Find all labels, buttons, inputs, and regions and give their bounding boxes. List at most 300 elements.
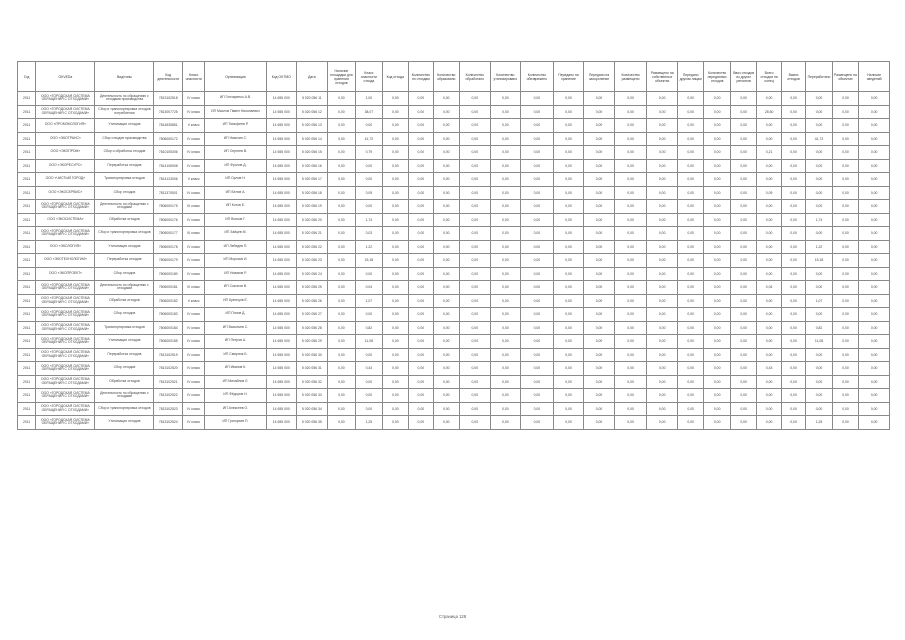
table-cell: 0,00 [647, 375, 678, 389]
table-cell: 0,00 [356, 348, 382, 362]
table-cell: IV класс [183, 240, 205, 254]
table-cell: 7806000179 [154, 254, 183, 268]
table-cell: 0,00 [433, 335, 459, 349]
table-cell: 0,00 [460, 119, 491, 133]
table-cell: 0,00 [677, 200, 703, 214]
table-cell: 0,00 [433, 159, 459, 173]
table-cell: 0,00 [490, 294, 521, 308]
table-cell: 0,00 [433, 375, 459, 389]
table-cell: ООО «ГОРОДСКАЯ СИСТЕМА ОБРАЩЕНИЯ С ОТХОДАМИ» [36, 389, 95, 403]
table-cell: 11,08 [356, 335, 382, 349]
waste-register-table [17, 61, 890, 430]
table-cell: 0,00 [409, 119, 433, 133]
table-cell: 0,00 [614, 200, 647, 214]
table-cell: ООО «ГОРОДСКАЯ СИСТЕМА ОБРАЩЕНИЯ С ОТХОДАМИ» [36, 375, 95, 389]
table-cell: 0,00 [832, 132, 858, 146]
table-cell: 0,04 [356, 281, 382, 295]
table-cell: 0,00 [460, 362, 491, 376]
table-cell: 0,00 [781, 389, 805, 403]
table-cell: 0,00 [327, 240, 356, 254]
table-cell: 0,00 [614, 213, 647, 227]
table-cell: ООО «ГОРОДСКАЯ СИСТЕМА ОБРАЩЕНИЯ С ОТХОДАМИ» [36, 200, 95, 214]
table-cell: Транспортировка отходов [95, 173, 154, 187]
table-cell: 0,00 [382, 294, 408, 308]
table-cell: 0,00 [704, 294, 730, 308]
table-cell: ИП Орлов Н. [205, 173, 266, 187]
table-cell: Деятельность по обращению с отходами производства [95, 92, 154, 106]
table-cell: 0,00 [521, 335, 554, 349]
table-cell: 0,00 [553, 119, 584, 133]
table-cell: 0,00 [382, 416, 408, 430]
table-cell: 0,00 [409, 92, 433, 106]
table-cell: 0,00 [647, 240, 678, 254]
table-cell: 0,00 [433, 254, 459, 268]
table-cell: 0,00 [647, 146, 678, 160]
table-cell: 14 655 000 [266, 321, 297, 335]
table-cell: 0,00 [584, 416, 615, 430]
table-cell: 15,18 [356, 254, 382, 268]
table-cell: ИП Зайцев М. [205, 227, 266, 241]
table-cell: 0,00 [647, 92, 678, 106]
table-cell: 0,00 [730, 416, 756, 430]
table-cell: 0,00 [521, 294, 554, 308]
table-cell: 0,00 [614, 240, 647, 254]
table-cell: 5 020 056 16 [297, 159, 328, 173]
table-cell: 0,00 [806, 173, 832, 187]
table-cell: 0,00 [584, 119, 615, 133]
table-cell: 0,00 [704, 240, 730, 254]
table-cell: 0,00 [614, 308, 647, 322]
table-cell: 0,00 [584, 213, 615, 227]
table-cell: 0,00 [521, 348, 554, 362]
table-cell: 0,00 [433, 321, 459, 335]
table-cell: 0,00 [757, 375, 781, 389]
table-cell: ООО «ЭКОЛОГИЯ» [36, 240, 95, 254]
table-cell: 7806000172 [154, 132, 183, 146]
table-cell: 0,00 [356, 402, 382, 416]
table-cell: 0,00 [521, 105, 554, 119]
table-cell: 0,00 [584, 227, 615, 241]
table-cell: 0,00 [356, 267, 382, 281]
table-cell: 14 655 000 [266, 416, 297, 430]
table-cell: 0,00 [781, 213, 805, 227]
table-cell: 0,00 [433, 146, 459, 160]
table-cell: 0,00 [409, 348, 433, 362]
table-cell: ИП Никитин С. [205, 132, 266, 146]
table-cell: 0,00 [521, 267, 554, 281]
table-row [18, 132, 890, 146]
table-cell: 0,00 [781, 200, 805, 214]
column-header: Код отхода [382, 62, 408, 92]
table-cell: IV класс [183, 416, 205, 430]
table-cell: 0,00 [730, 281, 756, 295]
table-cell: 0,00 [433, 281, 459, 295]
table-cell: 0,00 [832, 200, 858, 214]
table-cell: 0,00 [832, 294, 858, 308]
table-cell: 0,00 [730, 146, 756, 160]
table-cell: 5 020 056 26 [297, 294, 328, 308]
table-cell: 0,00 [704, 200, 730, 214]
table-cell: 7806000180 [154, 267, 183, 281]
table-cell: 0,00 [490, 186, 521, 200]
table-cell: 0,00 [521, 213, 554, 227]
table-cell: 14 655 000 [266, 254, 297, 268]
table-cell: 0,00 [490, 254, 521, 268]
table-cell: 0,00 [677, 362, 703, 376]
table-cell: 14 655 000 [266, 281, 297, 295]
table-cell: 0,00 [327, 416, 356, 430]
table-cell: 7811370501 [154, 186, 183, 200]
table-cell: 0,00 [490, 267, 521, 281]
table-cell: 0,00 [614, 105, 647, 119]
column-header: OKVEDа [36, 62, 95, 92]
table-cell: 0,00 [859, 200, 890, 214]
table-cell: 0,00 [327, 308, 356, 322]
table-body [18, 92, 890, 430]
table-cell: 2011 [18, 132, 36, 146]
table-cell: 5 020 056 30 [297, 348, 328, 362]
table-cell: 0,00 [490, 92, 521, 106]
table-cell: 0,00 [677, 186, 703, 200]
table-cell: 0,00 [490, 389, 521, 403]
table-cell: 0,00 [832, 173, 858, 187]
table-cell: 0,00 [460, 348, 491, 362]
table-row [18, 281, 890, 295]
table-cell: 0,00 [730, 105, 756, 119]
table-cell: 0,00 [832, 416, 858, 430]
table-row [18, 105, 890, 119]
table-cell: 0,00 [553, 173, 584, 187]
table-cell: 5 020 056 34 [297, 402, 328, 416]
table-cell: 0,00 [859, 92, 890, 106]
table-cell: 0,82 [806, 321, 832, 335]
column-header: Количество по отходам [409, 62, 433, 92]
table-cell: 0,00 [647, 105, 678, 119]
table-cell: 7806000175 [154, 200, 183, 214]
table-cell: ООО «ЭКОТЕХНОЛОГИИ» [36, 254, 95, 268]
table-cell: 0,00 [433, 308, 459, 322]
table-cell: 0,00 [490, 335, 521, 349]
table-cell: IV класс [183, 254, 205, 268]
table-cell: 0,00 [704, 186, 730, 200]
table-cell: ООО «ГОРОДСКАЯ СИСТЕМА ОБРАЩЕНИЯ С ОТХОДАМИ» [36, 402, 95, 416]
table-cell: 0,00 [614, 254, 647, 268]
table-cell: 0,00 [806, 267, 832, 281]
table-cell: 0,00 [521, 362, 554, 376]
table-cell: 5 020 056 21 [297, 227, 328, 241]
table-cell: 0,00 [859, 389, 890, 403]
table-cell: 0,00 [677, 159, 703, 173]
table-cell: 0,00 [409, 389, 433, 403]
table-cell: 7813102521 [154, 375, 183, 389]
table-cell: IV класс [183, 362, 205, 376]
table-cell: 0,00 [781, 92, 805, 106]
table-cell: 15,18 [806, 254, 832, 268]
table-cell: 1,74 [356, 213, 382, 227]
table-cell: Переработка отходов [95, 159, 154, 173]
table-cell: ИП Белов А. [205, 186, 266, 200]
table-cell: 2011 [18, 416, 36, 430]
table-cell: 0,00 [806, 281, 832, 295]
table-row [18, 348, 890, 362]
table-cell: 0,00 [433, 389, 459, 403]
table-cell: 5 020 056 28 [297, 321, 328, 335]
table-cell: IV класс [183, 389, 205, 403]
table-cell: 0,00 [730, 348, 756, 362]
column-header: Класс опасности [183, 62, 205, 92]
table-cell: 0,00 [409, 281, 433, 295]
table-cell: 0,00 [433, 402, 459, 416]
table-cell: Обработка отходов [95, 213, 154, 227]
table-cell: 0,00 [757, 173, 781, 187]
table-cell: 0,00 [781, 348, 805, 362]
table-cell: 0,00 [382, 321, 408, 335]
table-cell: III класс [183, 200, 205, 214]
table-cell: 14 655 000 [266, 186, 297, 200]
table-cell: 0,00 [832, 308, 858, 322]
table-cell: 14 655 000 [266, 375, 297, 389]
table-cell: ИП Сергеев В. [205, 146, 266, 160]
table-cell: 0,00 [704, 159, 730, 173]
table-cell: 0,00 [859, 362, 890, 376]
table-cell: 0,00 [521, 119, 554, 133]
table-cell: 0,00 [409, 267, 433, 281]
table-cell: 0,00 [781, 254, 805, 268]
column-header: Дата [297, 62, 328, 92]
table-cell: 0,00 [757, 92, 781, 106]
table-cell: 0,00 [614, 281, 647, 295]
table-cell: 0,00 [584, 186, 615, 200]
table-cell: 0,00 [730, 119, 756, 133]
table-row [18, 402, 890, 416]
table-cell: 0,00 [521, 146, 554, 160]
table-cell: 0,00 [730, 375, 756, 389]
column-header: Передано на хранение [553, 62, 584, 92]
table-row [18, 240, 890, 254]
table-cell: ИП Котов Е. [205, 200, 266, 214]
table-cell: 0,00 [327, 105, 356, 119]
table-cell: 2011 [18, 186, 36, 200]
column-header: Наличие площадки для хранения отходов [327, 62, 356, 92]
column-header: Код деятельности [154, 62, 183, 92]
table-cell: 7813102520 [154, 362, 183, 376]
table-cell: 14 655 000 [266, 213, 297, 227]
table-cell: 0,00 [614, 159, 647, 173]
table-cell: 14 655 000 [266, 348, 297, 362]
table-cell: 5 020 056 17 [297, 173, 328, 187]
table-cell: ООО «ГОРОДСКАЯ СИСТЕМА ОБРАЩЕНИЯ С ОТХОДАМИ» [36, 321, 95, 335]
table-cell: 0,00 [677, 348, 703, 362]
page-footer: Страница 128 [438, 614, 467, 619]
table-cell: 0,00 [859, 416, 890, 430]
table-cell: 0,00 [409, 308, 433, 322]
table-cell: 0,00 [584, 159, 615, 173]
table-cell: 0,00 [584, 362, 615, 376]
table-cell: 0,00 [806, 362, 832, 376]
table-cell: 2011 [18, 402, 36, 416]
table-cell: 7806000183 [154, 308, 183, 322]
table-cell: ООО «ГОРОДСКАЯ СИСТЕМА ОБРАЩЕНИЯ С ОТХОДАМИ» [36, 335, 95, 349]
table-cell: 0,00 [704, 321, 730, 335]
table-cell: 0,00 [859, 119, 890, 133]
table-row [18, 362, 890, 376]
table-cell: 5 020 056 35 [297, 416, 328, 430]
table-cell: 0,00 [584, 389, 615, 403]
table-cell: 0,00 [806, 146, 832, 160]
table-cell: ИП Петров А. [205, 335, 266, 349]
table-cell: 7813007725 [154, 105, 183, 119]
table-cell: 0,00 [730, 227, 756, 241]
table-cell: 0,00 [647, 132, 678, 146]
table-cell: ИП Смирнов Б. [205, 348, 266, 362]
table-cell: 0,00 [460, 321, 491, 335]
table-cell: 1,00 [356, 92, 382, 106]
table-cell: 0,00 [781, 281, 805, 295]
table-cell: 0,00 [859, 308, 890, 322]
table-cell: 0,00 [433, 362, 459, 376]
table-cell: 0,00 [553, 308, 584, 322]
table-row [18, 213, 890, 227]
table-cell: 0,00 [832, 227, 858, 241]
table-cell: V класс [183, 119, 205, 133]
table-cell: 0,00 [553, 146, 584, 160]
table-cell: 0,00 [553, 294, 584, 308]
table-cell: 0,00 [553, 362, 584, 376]
table-cell: 0,00 [757, 200, 781, 214]
table-cell: 5 020 056 19 [297, 200, 328, 214]
table-cell: 0,00 [460, 240, 491, 254]
table-cell: 0,00 [677, 308, 703, 322]
table-cell: 0,00 [704, 348, 730, 362]
table-cell: 0,00 [647, 294, 678, 308]
table-cell: 14 655 000 [266, 159, 297, 173]
table-cell: 0,00 [584, 402, 615, 416]
table-cell: 0,00 [704, 119, 730, 133]
table-cell: IV класс [183, 159, 205, 173]
table-cell: 0,00 [859, 132, 890, 146]
table-cell: 5 020 056 33 [297, 389, 328, 403]
table-cell: 0,00 [757, 213, 781, 227]
table-cell: 0,00 [553, 267, 584, 281]
table-cell: 41,72 [356, 132, 382, 146]
table-cell: 14 655 000 [266, 132, 297, 146]
table-cell: 7806000185 [154, 335, 183, 349]
table-cell: 0,00 [757, 416, 781, 430]
table-cell: 0,00 [584, 281, 615, 295]
table-cell: 0,00 [327, 294, 356, 308]
table-cell: ООО «ЭКОПРОЕКТ» [36, 267, 95, 281]
table-cell: 0,00 [409, 375, 433, 389]
table-cell: 0,00 [614, 416, 647, 430]
table-cell: 0,00 [521, 308, 554, 322]
table-cell: 0,00 [409, 213, 433, 227]
table-row [18, 92, 890, 106]
table-cell: 0,00 [781, 227, 805, 241]
table-cell: 0,00 [460, 186, 491, 200]
table-row [18, 389, 890, 403]
table-cell: 14 655 000 [266, 227, 297, 241]
table-cell: 0,00 [704, 227, 730, 241]
table-cell: 14 655 000 [266, 389, 297, 403]
table-cell: 0,00 [327, 213, 356, 227]
table-cell: 5 020 056 13 [297, 119, 328, 133]
table-cell: 0,00 [677, 132, 703, 146]
table-cell: 0,00 [382, 281, 408, 295]
table-cell: 0,00 [521, 132, 554, 146]
column-header: Наличие сведений [859, 62, 890, 92]
table-cell: 0,00 [781, 267, 805, 281]
table-cell: 0,00 [382, 308, 408, 322]
table-cell: V класс [183, 173, 205, 187]
table-cell: V класс [183, 294, 205, 308]
table-cell: 0,00 [757, 321, 781, 335]
table-cell: 0,00 [806, 348, 832, 362]
table-cell: 0,00 [781, 308, 805, 322]
table-cell: 0,00 [356, 308, 382, 322]
table-cell: 0,00 [490, 240, 521, 254]
table-row [18, 200, 890, 214]
table-cell: 0,00 [677, 402, 703, 416]
table-cell: 0,00 [806, 227, 832, 241]
table-cell: 0,79 [356, 146, 382, 160]
table-cell: ИП Маслов Павел Николаевич [205, 105, 266, 119]
table-cell: 0,00 [677, 267, 703, 281]
table-cell: 0,00 [409, 146, 433, 160]
table-cell: 0,00 [647, 321, 678, 335]
table-cell: 0,00 [521, 321, 554, 335]
table-cell: 2011 [18, 146, 36, 160]
table-cell: 0,00 [490, 321, 521, 335]
table-cell: 5 020 056 23 [297, 254, 328, 268]
table-cell: 0,00 [806, 186, 832, 200]
table-cell: ИП Михайлов Л. [205, 375, 266, 389]
table-cell: 0,00 [356, 375, 382, 389]
table-row [18, 159, 890, 173]
table-cell: 0,00 [382, 132, 408, 146]
table-cell: 0,00 [433, 348, 459, 362]
table-cell: 0,00 [327, 146, 356, 160]
table-cell: 0,21 [757, 146, 781, 160]
table-cell: 0,00 [781, 375, 805, 389]
table-cell: 0,00 [757, 267, 781, 281]
table-cell: 0,00 [677, 416, 703, 430]
table-cell: ИП Григорьев П. [205, 416, 266, 430]
table-cell: 0,00 [521, 159, 554, 173]
table-cell: Обработка отходов [95, 294, 154, 308]
table-cell: 0,00 [433, 267, 459, 281]
table-cell: 0,00 [832, 213, 858, 227]
table-cell: 2011 [18, 308, 36, 322]
table-cell: 5 020 056 29 [297, 335, 328, 349]
table-cell: 0,00 [521, 227, 554, 241]
table-cell: 0,00 [490, 402, 521, 416]
table-cell: 0,00 [553, 254, 584, 268]
table-cell: 0,00 [730, 321, 756, 335]
table-cell: 0,00 [409, 173, 433, 187]
table-cell: 0,00 [614, 294, 647, 308]
table-cell: 0,00 [806, 375, 832, 389]
table-cell: 0,00 [382, 159, 408, 173]
table-cell: 0,00 [553, 186, 584, 200]
table-cell: 0,00 [356, 173, 382, 187]
table-cell: 0,00 [677, 213, 703, 227]
table-cell: 0,00 [677, 375, 703, 389]
table-row [18, 254, 890, 268]
table-cell: 0,00 [433, 186, 459, 200]
table-cell: 0,00 [614, 267, 647, 281]
table-cell: 0,00 [490, 119, 521, 133]
table-cell: III класс [183, 281, 205, 295]
